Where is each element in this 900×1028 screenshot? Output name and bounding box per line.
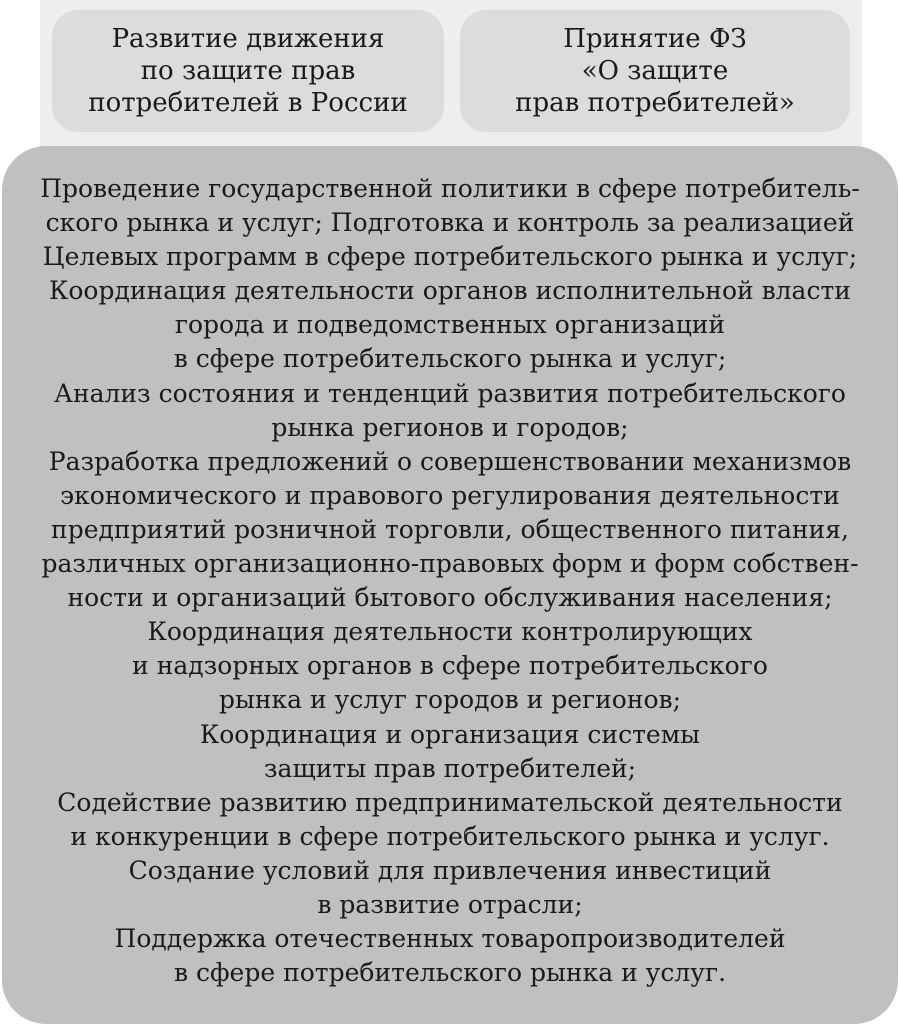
consumer-rights-movement-box: [52, 10, 444, 132]
consumer-rights-movement-text: Развитие движения по защите прав потребителей в России: [88, 24, 408, 118]
functions-text: Проведение государственной политики в сфере потребитель- ского рынка и услуг; Подготовка и контроль за реализацией Целевых программ в сфере потребительского рынка и услуг; Координация деятельности органов исполнительной власти города и подведомственных организаций в сфере потребительского рынка и услуг; Анализ состояния и тенденций развития потребительского рынка регионов и городов; Разработка предложений о совершенствовании механизмов экономического и правового регулирования деятельности предприятий розничной торговли, общественного питания, различных организационно-правовых форм и форм собствен- ности и организаций бытового обслуживания населения; Координация деятельности контролирующих и надзорных органов в сфере потребительского рынка и услуг городов и регионов; Координация и организация системы защиты прав потребителей; Содействие развитию предпринимательской деятельности и конкуренции в сфере потребительского рынка и услуг. Создание условий для привлечения инвестиций в развитие отрасли; Поддержка отечественных товаропроизводителей в сфере потребительского рынка и услуг.: [40, 174, 860, 988]
consumer-protection-law-text: Принятие ФЗ «О защите прав потребителей»: [515, 24, 795, 118]
functions-box: [2, 146, 898, 1024]
consumer-protection-law-box: [460, 10, 850, 132]
